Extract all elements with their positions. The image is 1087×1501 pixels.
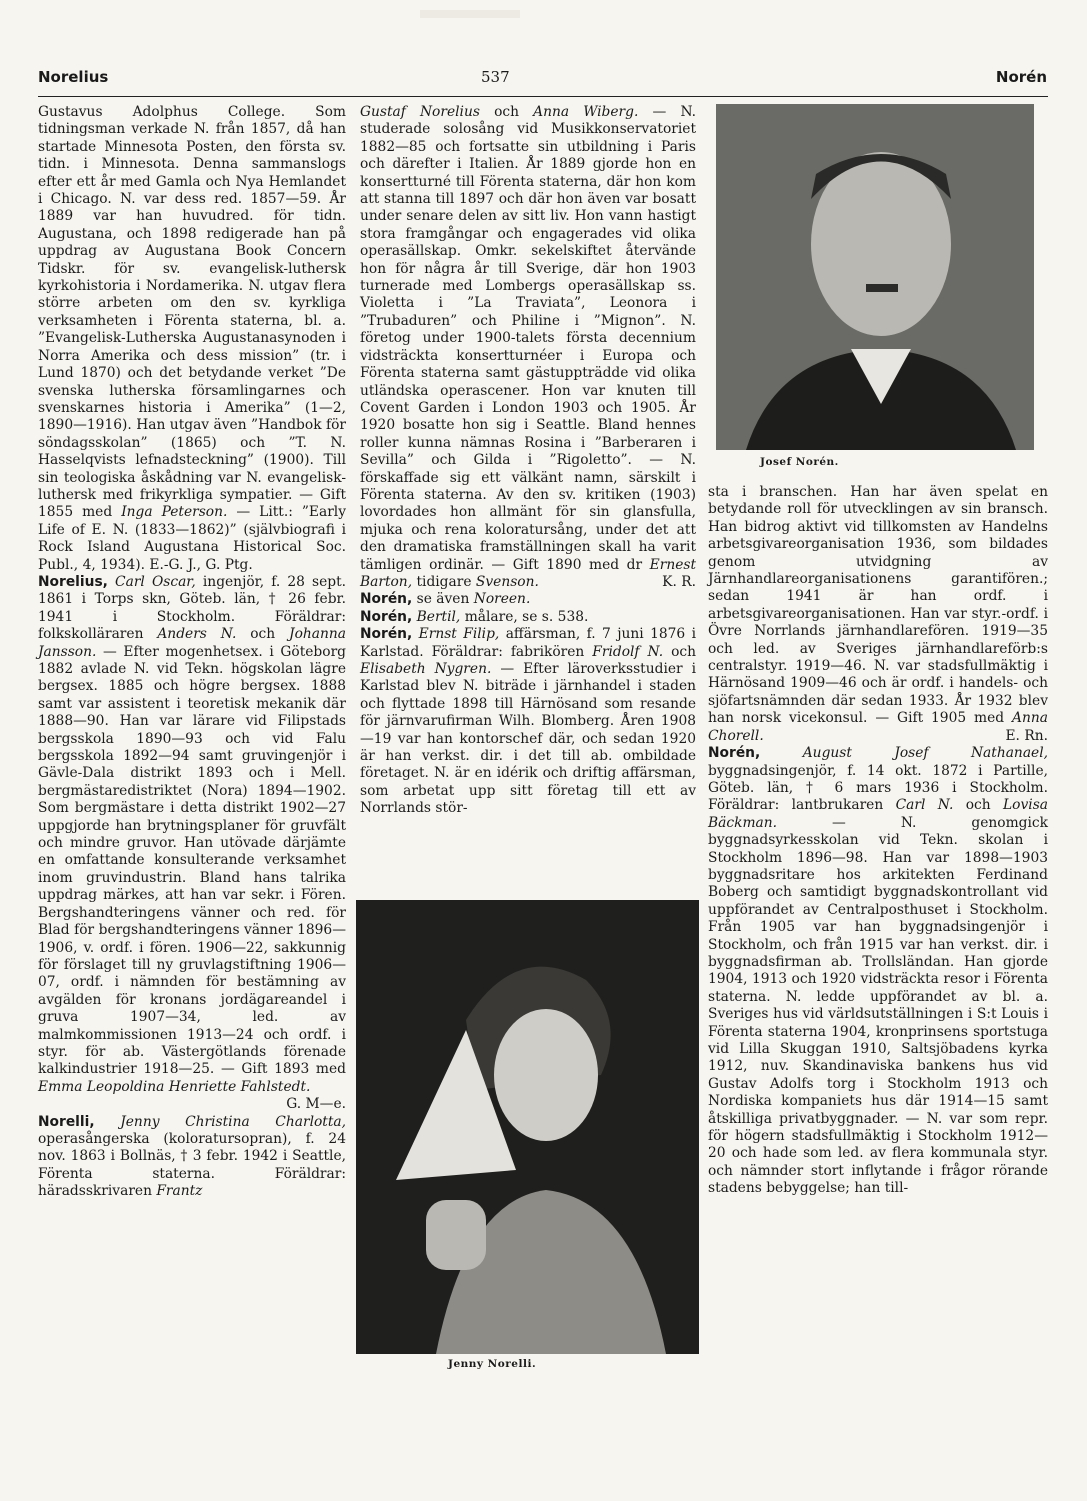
scan-mark [420,10,520,18]
portrait-josef-noren [716,104,1034,450]
headword: Norelli, [38,1113,95,1130]
entry-noren-ernst-filip: Norén, Ernst Filip, affärsman, f. 7 juni 1876 i Karlstad. Föräldrar: fabrikören Fridolf N. och Elisabeth Nygren. — Efter läroverksstudier i Karlstad blev N. biträde i järnhandel i staden och flyttade 1898 till Härnösand som resande för järnvarufirman Wilh. Blomberg. Åren 1908—19 var han kontorschef där, och sedan 1920 är han verkst. dir. i det till ab. ombildade företaget. N. är en idérik och driftig affärsman, som arbetat upp sitt företag till ett av Norrlands stör- [360,626,697,817]
portrait-illustration [716,104,1034,450]
headword: Norelius, [38,573,108,590]
caption-photo2: Jenny Norelli. [448,1358,537,1370]
page-number: 537 [481,68,510,86]
entry-norelli-jenny: Norelli, Jenny Christina Charlotta, operasångerska (koloratursopran), f. 24 nov. 1863 i Bollnäs, † 3 febr. 1942 i Seattle, Förenta staterna. Föräldrar: häradsskrivaren Frantz [38,1113,346,1200]
entry-norelli-continued: Gustaf Norelius och Anna Wiberg. — N. studerade solosång vid Musikkonservatoriet 1882—85 och fortsatte sin utbildning i Paris och därefter i Italien. År 1889 gjorde hon en konsertturné till Förenta staterna, där hon kom att stanna till 1897 och där hon även var bosatt under senare delen av sitt liv. Hon vann hastigt stora framgångar och engagerades vid olika operasällskap. Omkr. sekelskiftet återvände hon för några år till Sverige, där hon 1903 turnerade med Lombergs operasällskap ss. Violetta i ”La Traviata”, Leonora i ”Trubaduren” och Philine i ”Mignon”. N. företog under 1900-talets första decennium vidsträckta konsertturnéer i Europa och Förenta staterna samt gästuppträdde vid olika utländska operascener. Hon var knuten till Covent Garden i London 1903 och 1905. År 1920 bosatte hon sig i Seattle. Bland hennes roller kunna nämnas Rosina i ”Barberaren i Sevilla” och Gilda i ”Rigoletto”. — N. förskaffade sig ett välkänt namn, särskilt i Förenta staterna. Av den sv. kritiken (1903) lovordades hon allmänt för sin glansfulla, mjuka och rena koloratursång, under det att den dramatiska framställningen skall ha varit tämligen ordinär. — Gift 1890 med dr Ernest Barton, tidigare Svenson. K. R. [360,104,697,590]
header-rule [38,96,1048,97]
entry-norelius-e-continued: Gustavus Adolphus College. Som tidningsman verkade N. från 1857, då han startade Minnesota Posten, den första sv. tidn. i Minnesota. Denna sammanslogs efter ett år med Gamla och Nya Hemlandet i Chicago. N. var dess red. 1857—59. År 1889 var han huvudred. för tidn. Augustana, och 1898 redigerade han på uppdrag av Augustana Book Concern Tidskr. för sv. evangelisk-luthersk kyrkohistoria i Nordamerika. N. utgav flera större arbeten om den sv. kyrkliga verksamheten i Förenta staterna, bl. a. ”Evangelisk-Lutherska Augustanasynoden i Norra Amerika och dess mission” (tr. i Lund 1870) och det betydande verket ”De svenska lutherska församlingarnes och svenskarnes historia i Amerika” (1—2, 1890—1916). Han utgav även ”Handbok för söndagsskolan” (1865) och ”T. N. Hasselqvists lefnadsteckning” (1900). Till sin teologiska åskådning var N. evangelisk-luthersk med frikyrkliga sympatier. — Gift 1855 med Inga Peterson. — Litt.: ”Early Life of E. N. (1833—1862)” (självbiografi i Rock Island Augustana Historical Soc. Publ., 4, 1934). E.-G. J., G. Ptg. [38,104,347,573]
entry-noren-ernst-filip-continued: sta i branschen. Han har även spelat en betydande roll för utvecklingen av sin bransch. Han bidrog aktivt vid tillkomsten av Handelns arbetsgivareorganisation 1936, som bildades genom utvidgning av Järnhandlareorganisationens garantifören.; sedan 1941 är han ordf. i arbetsgivareorganisationen. Han var styr.-ordf. i Övre Norrlands järnhandlarefören. 1919—35 och led. av Sveriges järnhandlareförb:s centralstyr. 1919—46. N. var stadsfullmäktig i Härnösand 1909—46 och är ordf. i handels- och sjöfartsnämnden där sedan 1933. År 1932 blev han norsk vicekonsul. — Gift 1905 med Anna Chorell. E. Rn. [708,484,1048,744]
signature: G. M—e. [286,1096,346,1113]
running-head-left: Norelius [38,68,109,86]
portrait-illustration [356,900,699,1354]
headword: Norén, [708,745,761,762]
entry-noren-bertil: Norén, Bertil, målare, se s. 538. [360,608,589,625]
entry-noren-august-josef: Norén, August Josef Nathanael, byggnadsingenjör, f. 14 okt. 1872 i Partille, Göteb. län, † 6 mars 1936 i Stockholm. Föräldrar: lantbrukaren Carl N. och Lovisa Bäckman. — N. genomgick byggnadsyrkesskolan vid Tekn. skolan i Stockholm 1896—98. Han var 1898—1903 byggnadsritare hos arkitekten Ferdinand Boberg och samtidigt byggnadskontrollant vid uppförandet av Centralposthuset i Stockholm. Från 1905 var han byggnadsingenjör i Stockholm, och från 1915 var han verkst. dir. i byggnadsfirman ab. Trollsländan. Han gjorde 1904, 1913 och 1920 vidsträckta resor i Förenta staterna. N. ledde uppförandet av bl. a. Sveriges hus vid världsutställningen i S:t Louis i Förenta staterna 1904, kronprinsens sportstuga vid Lilla Skuggan 1910, Saltsjöbadens kyrka 1912, nuv. Skandinaviska bankens hus vid Gustav Adolfs torg i Stockholm 1913 och Nordiska kompaniets hus där 1914—15 samt åtskilliga privatbyggnader. — N. var som repr. för högern stadsfullmäktig i Stockholm 1912—20 och hade som led. av flera kommunala styr. och nämnder stort inflytande i frågor rörande stadens bebyggelse; han till- [708,745,1049,1197]
headword: Norén, [360,626,413,643]
headword: Norén, [360,608,413,625]
column-3 [708,484,1048,1198]
portrait-jenny-norelli [356,900,699,1354]
signature: K. R. [662,573,696,590]
running-head-right: Norén [995,68,1047,86]
entry-noren-see: Norén, se även Noreen. [360,591,531,608]
caption-photo1: Josef Norén. [760,456,839,468]
headword: Norén, [360,591,413,608]
entry-norelius-carl-oscar: Norelius, Carl Oscar, ingenjör, f. 28 sept. 1861 i Torps skn, Göteb. län, † 26 febr. 1941 i Stockholm. Föräldrar: folkskolläraren Anders N. och Johanna Jansson. — Efter mogenhetsex. i Göteborg 1882 avlade N. vid Tekn. högskolan lägre bergsex. 1885 och högre bergsex. 1888 samt var assistent i teoretisk mekanik där 1888—90. Han var lärare vid Filipstads bergsskola 1890—93 och vid Falu bergsskola 1892—94 samt gruvingenjör i Gävle-Dala distrikt 1893 och i Mell. bergmästaredistriktet (Nora) 1894—1902. Som bergmästare i detta distrikt 1902—27 uppgjorde han brytningsplaner för gruvfält och mindre gruvor. Han utövade därjämte en omfattande konsulterande verksamhet inom gruvindustrin. Bland hans talrika uppdrag märkes, att han var sekr. i Fören. Bergshandteringens vänner och red. för Blad för bergshandteringens vänner 1896—1906, v. ordf. i fören. 1906—22, sakkunnig för förslaget till ny gruvlagstiftning 1906—07, ordf. i nämnden för bestämning av avgälden för kronans jordägareandel i gruva 1907—34, led. av malmkommissionen 1913—24 och ordf. i styr. för ab. Västergötlands förenade kalkindustrier 1918—25. — Gift 1893 med Emma Leopoldina Henriette Fahlstedt. G. M—e. [38,573,347,1113]
column-2 [360,104,696,818]
column-1 [38,104,346,1201]
signature: E. Rn. [1005,727,1048,744]
